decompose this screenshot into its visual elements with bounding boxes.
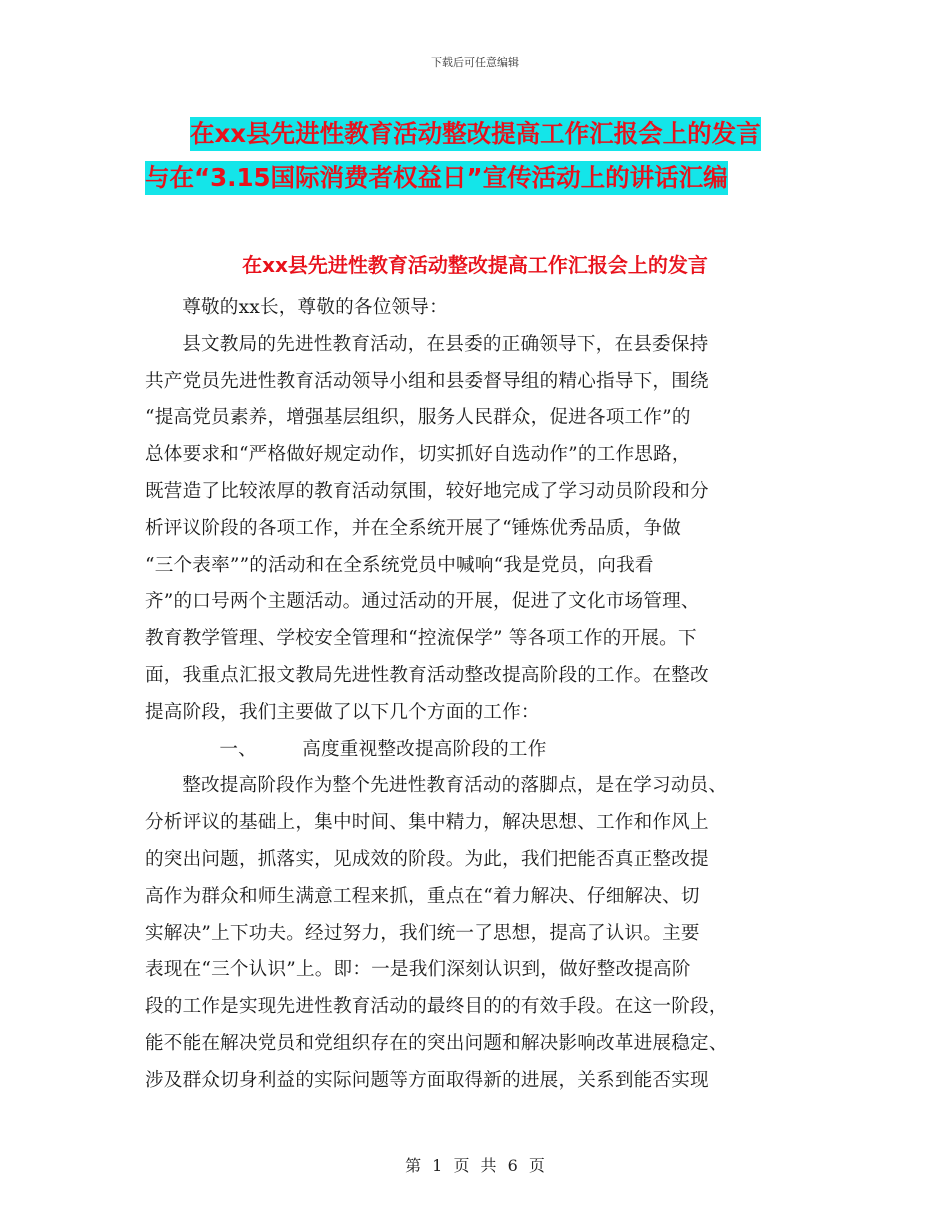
paragraph-line: 实解决”上下功夫。经过努力，我们统一了思想，提高了认识。主要	[145, 922, 700, 944]
section-title: 在xx县先进性教育活动整改提高工作汇报会上的发言	[242, 253, 708, 277]
paragraph-line: 的突出问题，抓落实，见成效的阶段。为此，我们把能否真正整改提	[145, 848, 709, 870]
paragraph-line: 涉及群众切身利益的实际问题等方面取得新的进展，关系到能否实现	[145, 1069, 709, 1091]
greeting: 尊敬的xx长，尊敬的各位领导：	[182, 297, 448, 318]
document-title-line-1	[145, 112, 815, 156]
document-title	[145, 112, 815, 200]
paragraph-line: 整改提高阶段作为整个先进性教育活动的落脚点，是在学习动员、	[182, 775, 728, 797]
paragraph-line: 分析评议的基础上，集中时间、集中精力，解决思想、工作和作风上	[145, 812, 709, 834]
paragraph-line: 面，我重点汇报文教局先进性教育活动整改提高阶段的工作。在整改	[145, 664, 709, 686]
paragraph-line: 表现在“三个认识”上。即：一是我们深刻认识到，做好整改提高阶	[145, 959, 691, 981]
body-text	[145, 290, 805, 1100]
page-footer: 第 1 页 共 6 页	[405, 1156, 545, 1175]
paragraph-line: 提高阶段，我们主要做了以下几个方面的工作：	[145, 701, 540, 723]
paragraph-line: 齐”的口号两个主题活动。通过活动的开展，促进了文化市场管理、	[145, 591, 700, 613]
header-note: 下载后可任意编辑	[431, 56, 519, 69]
paragraph-line: “提高党员素养，增强基层组织，服务人民群众，促进各项工作”的	[145, 407, 691, 429]
paragraph-line: 共产党员先进性教育活动领导小组和县委督导组的精心指导下，围绕	[145, 370, 709, 392]
paragraph-line: “三个表率””的活动和在全系统党员中喊响“我是党员，向我看	[145, 554, 654, 576]
paragraph-line: 高作为群众和师生满意工程来抓，重点在“着力解决、仔细解决、切	[145, 885, 700, 907]
paragraph-line: 教育教学管理、学校安全管理和“控流保学” 等各项工作的开展。下	[145, 628, 697, 650]
heading-text: 高度重视整改提高阶段的工作	[302, 738, 547, 760]
paragraph-line: 能不能在解决党员和党组织存在的突出问题和解决影响改革进展稳定、	[145, 1032, 728, 1054]
title-highlight-2: 与在“3.15国际消费者权益日”宣传活动上的讲话汇编	[145, 161, 728, 195]
paragraph-line: 县文教局的先进性教育活动，在县委的正确领导下，在县委保持	[182, 333, 709, 355]
paragraph-line: 既营造了比较浓厚的教育活动氛围，较好地完成了学习动员阶段和分	[145, 480, 709, 502]
paragraph-line: 段的工作是实现先进性教育活动的最终目的的有效手段。在这一阶段，	[145, 996, 728, 1018]
paragraph-line: 总体要求和“严格做好规定动作，切实抓好自选动作”的工作思路，	[145, 444, 691, 466]
section-heading-1	[145, 732, 805, 769]
heading-number: 一、	[219, 738, 257, 760]
document-title-line-2	[145, 156, 815, 200]
title-highlight-1: 在xx县先进性教育活动整改提高工作汇报会上的发言	[190, 117, 761, 151]
paragraph-line: 析评议阶段的各项工作，并在全系统开展了“锤炼优秀品质，争做	[145, 517, 681, 539]
